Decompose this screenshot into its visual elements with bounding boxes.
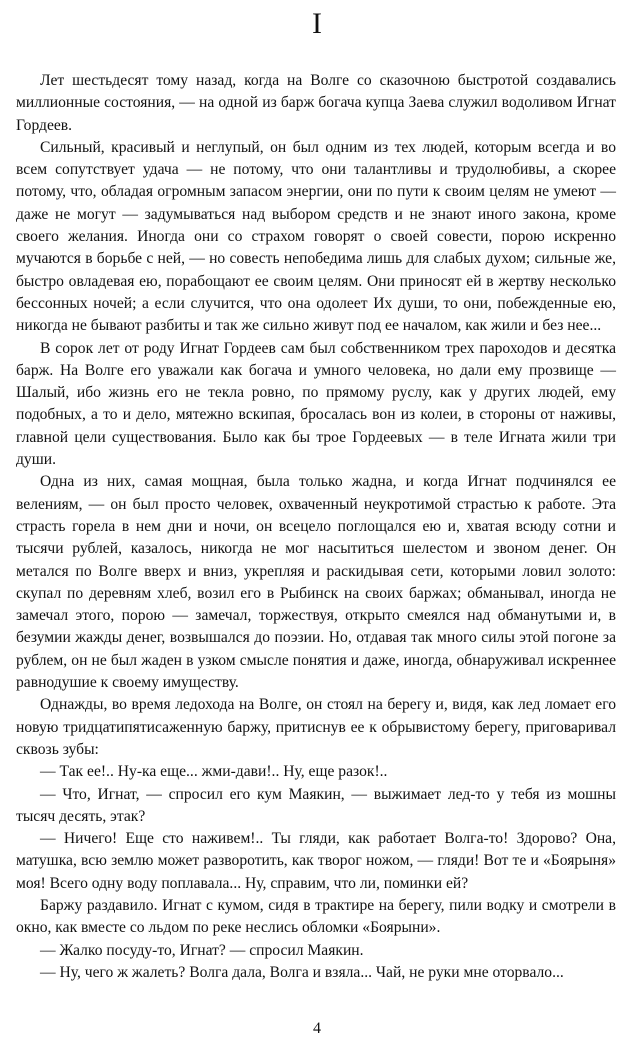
paragraph: Однажды, во время ледохода на Волге, он стоял на берегу и, видя, как лед ломает его новую тридцатипятисаженную баржу, притиснув ее к обрывистому берегу, приговаривал сквозь зубы:	[16, 696, 616, 758]
dialogue-line: — Жалко посуду-то, Игнат? — спросил Маякин.	[40, 941, 364, 959]
page-number: 4	[313, 1020, 321, 1037]
dialogue-line: — Ничего! Еще сто наживем!.. Ты гляди, как работает Волга-то! Здорово? Она, матушка, всю землю может разворотить, как творог ножом, — гляди! Вот те и «Боярыня» моя! Всего одну воду поплавала... Ну, справим, что ли, поминки ей?	[16, 830, 616, 892]
paragraph: Сильный, красивый и неглупый, он был одним из тех людей, которым всегда и во всем сопутствует удача — не потому, что они талантливы и трудолюбивы, а скорее потому, что, обладая огромным запасом энергии, они по пути к своим целям не умеют — даже не могут — задумываться над выбором средств и не знают иного закона, кроме своего желания. Иногда они со страхом говорят о своей совести, порою искренно мучаются в борьбе с ней, — но совесть непобедима лишь для слабых духом; сильные же, быстро овладевая ею, порабощают ее своим целям. Они приносят ей в жертву несколько бессонных ночей; а если случится, что она одолеет Их души, то они, побежденные ею, никогда не бывают разбиты и так же сильно живут под ее началом, как жили и без нее...	[16, 138, 616, 335]
dialogue-line: — Что, Игнат, — спросил его кум Маякин, — выжимает лед-то у тебя из мошны тысяч десять, этак?	[16, 785, 616, 825]
dialogue-line: — Ну, чего ж жалеть? Волга дала, Волга и взяла... Чай, не руки мне оторвало...	[40, 963, 564, 981]
paragraph: Лет шестьдесят тому назад, когда на Волге со сказочною быстротой создавались миллионные состояния, — на одной из барж богача купца Заева служил водоливом Игнат Гордеев.	[16, 72, 616, 134]
paragraph: В сорок лет от роду Игнат Гордеев сам был собственником трех пароходов и десятка барж. На Волге его уважали как богача и умного человека, но дали ему прозвище — Шалый, ибо жизнь его не текла ровно, по прямому руслу, как у других людей, ему подобных, а то и дело, мятежно вскипая, бросалась вон из колеи, в стороны от наживы, главной цели существования. Было как бы трое Гордеевых — в теле Игната жили три души.	[16, 339, 616, 469]
paragraph: Одна из них, самая мощная, была только жадна, и когда Игнат подчинялся ее велениям, — он был просто человек, охваченный неукротимой страстью к работе. Эта страсть горела в нем дни и ночи, он всецело поглощался ею и, хватая всюду сотни и тысячи рублей, казалось, никогда не мог насытиться шелестом и звоном денег. Он метался по Волге вверх и вниз, укрепляя и раскидывая сети, которыми ловил золото: скупал по деревням хлеб, возил его в Рыбинск на своих баржах; обманывал, иногда не замечал этого, порою — замечал, торжествуя, открыто смеялся над обманутыми и, в безумии жажды денег, возвышался до поэзии. Но, отдавая так много силы этой погоне за рублем, он не был жаден в узком смысле понятия и даже, иногда, обнаруживал искреннее равнодушие к своему имуществу.	[16, 473, 616, 692]
chapter-title: I	[312, 7, 322, 40]
dialogue-line: — Так ее!.. Ну-ка еще... жми-дави!.. Ну, еще разок!..	[40, 763, 388, 781]
paragraph: Баржу раздавило. Игнат с кумом, сидя в трактире на берегу, пили водку и смотрели в окно, как вместе со льдом по реке неслись обломки «Боярыни».	[16, 896, 616, 937]
body-text	[16, 70, 616, 984]
